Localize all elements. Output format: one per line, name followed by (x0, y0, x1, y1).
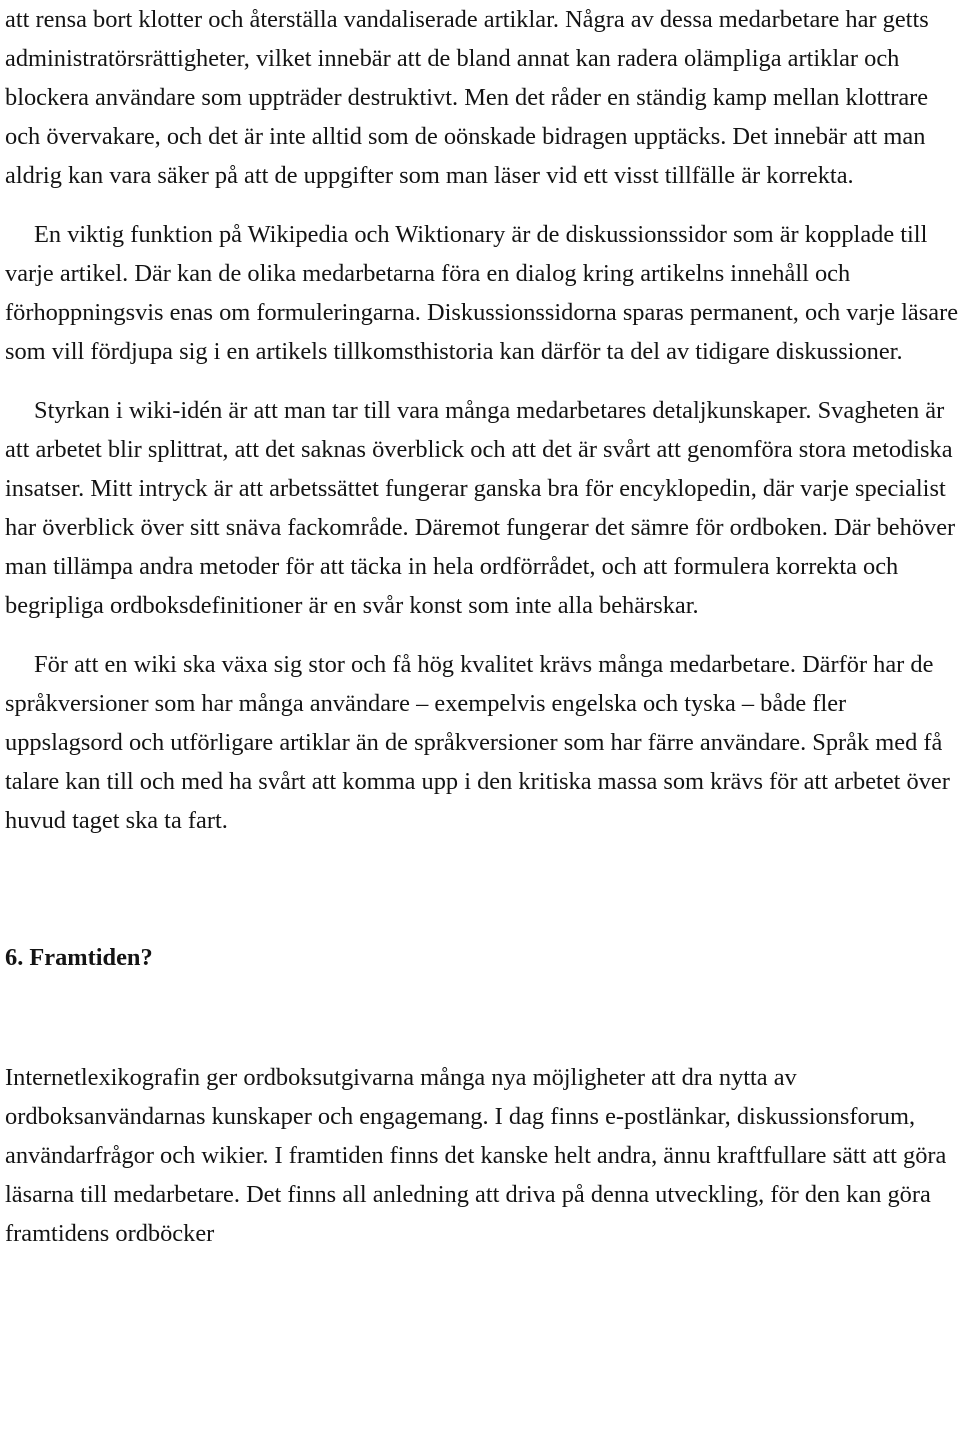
paragraph-language-versions: För att en wiki ska växa sig stor och få hög kvalitet krävs många medarbetare. Därför har de språkversioner som har många användare – exempelvis engelska och tyska – både fler uppslagsord och utförligare artiklar än de språkversioner som har färre användare. Språk med få talare kan till och med ha svårt att komma upp i den kritiska massa som krävs för att arbetet över huvud taget ska ta fart. (5, 651, 950, 834)
paragraph-discussion-pages: En viktig funktion på Wikipedia och Wiktionary är de diskussionssidor som är kopplade till varje artikel. Där kan de olika medarbetarna föra en dialog kring artikelns innehåll och förhoppningsvis enas om formuleringarna. Diskussionssidorna sparas permanent, och varje läsare som vill fördjupa sig i en artikels tillkomsthistoria kan därför ta del av tidigare diskussioner. (5, 221, 959, 365)
document-page (5, 0, 960, 1253)
paragraph-future: Internetlexikografin ger ordboksutgivarna många nya möjligheter att dra nytta av ordboksanvändarnas kunskaper och engagemang. I dag finns e-postlänkar, diskussionsforum, användarfrågor och wikier. I framtiden finns det kanske helt andra, ännu kraftfullare sätt att göra läsarna till medarbetare. Det finns all anledning att driva på denna utveckling, för den kan göra framtidens ordböcker (5, 1064, 947, 1247)
paragraph-vandalism: att rensa bort klotter och återställa vandaliserade artiklar. Några av dessa medarbetare har getts administratörsrättigheter, vilket innebär att de bland annat kan radera olämpliga artiklar och blockera användare som uppträder destruktivt. Men det råder en ständig kamp mellan klottrare och övervakare, och det är inte alltid som de oönskade bidragen upptäcks. Det innebär att man aldrig kan vara säker på att de uppgifter som man läser vid ett visst tillfälle är korrekta. (5, 6, 929, 189)
paragraph-wiki-strength: Styrkan i wiki-idén är att man tar till vara många medarbetares detaljkunskaper. Svagheten är att arbetet blir splittrat, att det saknas överblick och att det är svårt att genomföra stora metodiska insatser. Mitt intryck är att arbetssättet fungerar ganska bra för encyklopedin, där varje specialist har överblick över sitt snäva fackområde. Däremot fungerar det sämre för ordboken. Där behöver man tillämpa andra metoder för att täcka in hela ordförrådet, och att formulera korrekta och begripliga ordboksdefinitioner är en svår konst som inte alla behärskar. (5, 397, 956, 619)
section-heading: 6. Framtiden? (5, 944, 153, 971)
